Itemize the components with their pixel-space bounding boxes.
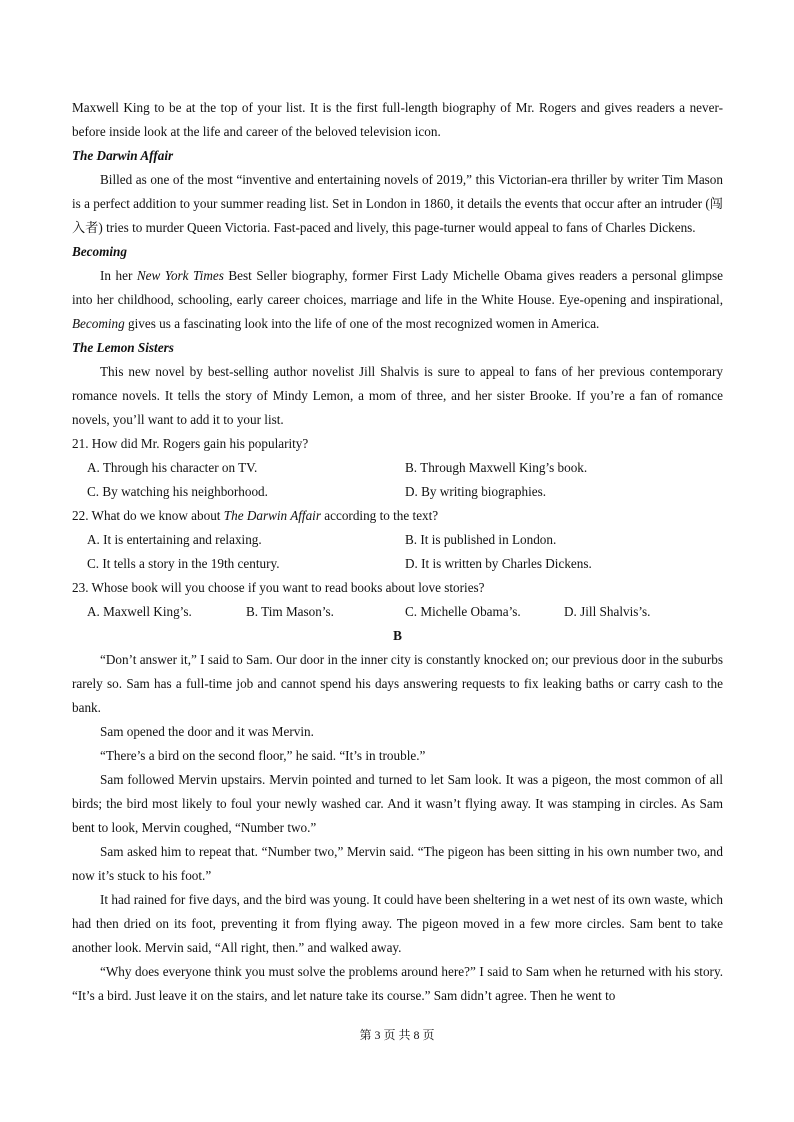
book-title-darwin-affair: The Darwin Affair — [72, 148, 174, 163]
book-title-lemon-sisters: The Lemon Sisters — [72, 340, 174, 355]
question-22-option-b: B. It is published in London. — [405, 532, 557, 547]
passage-b-paragraph: Sam followed Mervin upstairs. Mervin pointed and turned to let Sam look. It was a pigeon, the most common of all birds; the bird most likely to foul your newly washed car. And it wasn’t flying away. It was stamping in circles. As Sam bent to look, Mervin coughed, “Number two.” — [72, 772, 723, 835]
question-21-option-a: A. Through his character on TV. — [87, 460, 258, 475]
question-21-options-row-1 — [72, 456, 723, 480]
question-23-option-d: D. Jill Shalvis’s. — [564, 604, 651, 619]
passage-b-paragraph: Sam asked him to repeat that. “Number two,” Mervin said. “The pigeon has been sitting in his own number two, and now it’s stuck to his foot.” — [72, 844, 723, 883]
question-22-stem: 22. What do we know about The Darwin Affair according to the text? — [72, 508, 439, 523]
question-21-stem: 21. How did Mr. Rogers gain his popularity? — [72, 436, 309, 451]
passage-b-paragraph: “Why does everyone think you must solve the problems around here?” I said to Sam when he returned with his story. “It’s a bird. Just leave it on the stairs, and let nature take its course.” Sam didn’t agree. Then he went to — [72, 964, 723, 1003]
question-22-options-row-1 — [72, 528, 723, 552]
question-23-option-a: A. Maxwell King’s. — [87, 604, 192, 619]
passage-b-paragraph: It had rained for five days, and the bird was young. It could have been sheltering in a wet nest of its own waste, which had then dried on its foot, preventing it from flying away. The pigeon moved in a few more circles. Sam bent to take another look. Mervin said, “All right, then.” and walked away. — [72, 892, 723, 955]
passage-b-paragraph: “There’s a bird on the second floor,” he said. “It’s in trouble.” — [100, 748, 426, 763]
question-21-options-row-2 — [72, 480, 723, 504]
question-21-option-b: B. Through Maxwell King’s book. — [405, 460, 588, 475]
passage-b-paragraph: Sam opened the door and it was Mervin. — [100, 724, 314, 739]
page-content — [72, 96, 723, 1008]
passage-b-paragraph: “Don’t answer it,” I said to Sam. Our door in the inner city is constantly knocked on; our previous door in the suburbs rarely so. Sam has a full-time job and cannot spend his days answering requests to fix leaking baths or carry cash to the bank. — [72, 652, 723, 715]
page-number-footer: 第 3 页 共 8 页 — [359, 1028, 435, 1042]
question-22-option-d: D. It is written by Charles Dickens. — [405, 556, 592, 571]
question-22-option-c: C. It tells a story in the 19th century. — [87, 556, 280, 571]
intro-paragraph: Maxwell King to be at the top of your list. It is the first full-length biography of Mr. Rogers and gives readers a never-before inside look at the life and career of the beloved television icon. — [72, 100, 723, 139]
book-title-becoming: Becoming — [72, 244, 127, 259]
question-22-options-row-2 — [72, 552, 723, 576]
question-21-option-d: D. By writing biographies. — [405, 484, 547, 499]
book-text-lemon-sisters: This new novel by best-selling author novelist Jill Shalvis is sure to appeal to fans of her previous contemporary romance novels. It tells the story of Mindy Lemon, a mom of three, and her sister Brooke. If you’re a fan of romance novels, you’ll want to add it to your list. — [72, 364, 723, 427]
question-23-stem: 23. Whose book will you choose if you want to read books about love stories? — [72, 580, 485, 595]
question-23-option-b: B. Tim Mason’s. — [246, 604, 334, 619]
book-text-darwin-affair: Billed as one of the most “inventive and entertaining novels of 2019,” this Victorian-era thriller by writer Tim Mason is a perfect addition to your summer reading list. Set in London in 1860, it details the events that occur after an intruder (闯入者) tries to murder Queen Victoria. Fast-paced and lively, this page-turner would appeal to fans of Charles Dickens. — [72, 172, 723, 235]
section-label-b: B — [393, 628, 402, 643]
question-23-option-c: C. Michelle Obama’s. — [405, 604, 521, 619]
question-23-options — [72, 600, 723, 624]
question-22-option-a: A. It is entertaining and relaxing. — [87, 532, 262, 547]
book-text-becoming: In her New York Times Best Seller biography, former First Lady Michelle Obama gives readers a personal glimpse into her childhood, schooling, early career choices, marriage and life in the White House. Eye-opening and inspirational, Becoming gives us a fascinating look into the life of one of the most recognized women in America. — [72, 268, 724, 331]
question-21-option-c: C. By watching his neighborhood. — [87, 484, 268, 499]
